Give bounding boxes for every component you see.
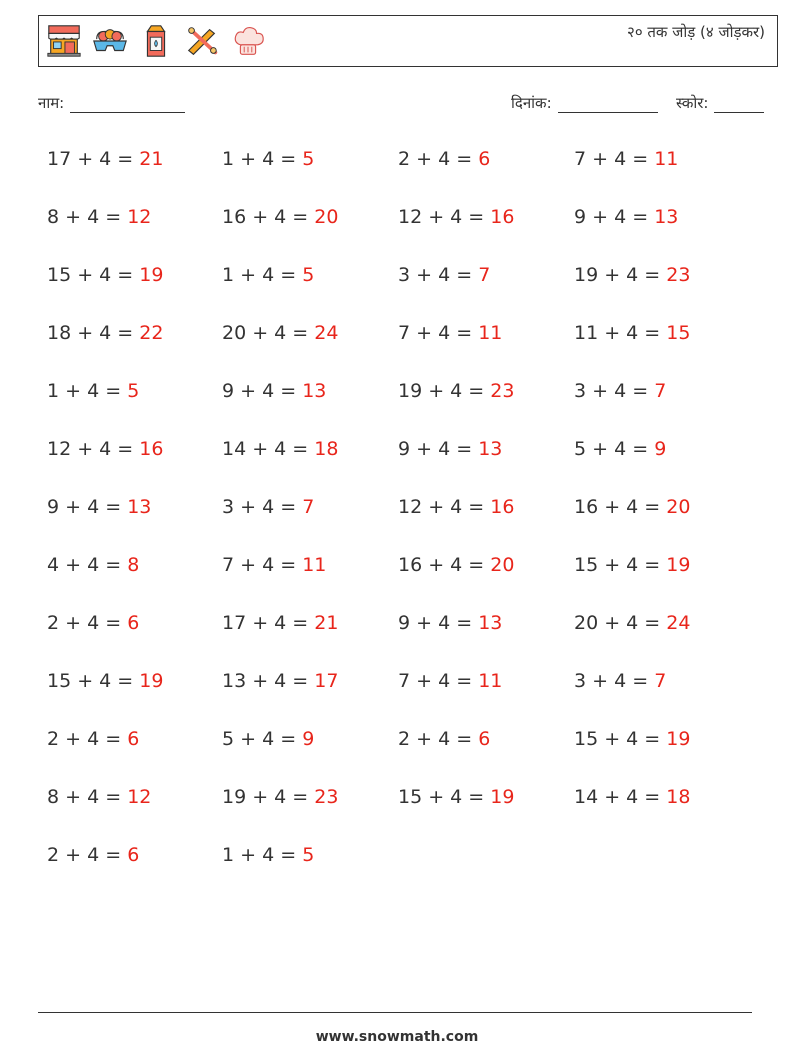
problem-question: 2 + 4 = [398, 728, 479, 750]
problem-answer: 5 [127, 380, 140, 402]
problem-item [398, 786, 514, 808]
problem-question: 1 + 4 = [222, 148, 303, 170]
problem-answer: 7 [654, 380, 667, 402]
problem-question: 12 + 4 = [398, 206, 491, 228]
worksheet-title: २० तक जोड़ (४ जोड़कर) [627, 23, 765, 41]
problem-question: 12 + 4 = [47, 438, 140, 460]
problem-answer: 13 [478, 438, 503, 460]
date-label: दिनांक: [511, 94, 552, 112]
problem-answer: 19 [490, 786, 515, 808]
problem-question: 9 + 4 = [222, 380, 303, 402]
problem-answer: 15 [666, 322, 691, 344]
problem-answer: 12 [127, 786, 152, 808]
problem-item [47, 786, 151, 808]
problem-answer: 23 [490, 380, 515, 402]
problem-question: 19 + 4 = [222, 786, 315, 808]
problem-answer: 19 [666, 728, 691, 750]
problem-answer: 18 [666, 786, 691, 808]
footer-url: www.snowmath.com [315, 1029, 479, 1045]
problem-question: 3 + 4 = [398, 264, 479, 286]
problem-question: 9 + 4 = [574, 206, 655, 228]
problem-answer: 17 [314, 670, 339, 692]
problem-question: 11 + 4 = [574, 322, 667, 344]
problem-item [574, 786, 690, 808]
problem-question: 7 + 4 = [398, 322, 479, 344]
problem-item [398, 612, 502, 634]
problem-question: 3 + 4 = [574, 670, 655, 692]
problem-item [398, 322, 502, 344]
problem-answer: 20 [490, 554, 515, 576]
problem-answer: 19 [139, 670, 164, 692]
problem-item [47, 612, 139, 634]
problem-question: 1 + 4 = [222, 844, 303, 866]
problem-answer: 11 [478, 322, 503, 344]
problem-question: 1 + 4 = [222, 264, 303, 286]
problem-question: 3 + 4 = [222, 496, 303, 518]
problem-answer: 11 [478, 670, 503, 692]
problem-question: 2 + 4 = [398, 148, 479, 170]
problem-answer: 22 [139, 322, 164, 344]
problem-question: 2 + 4 = [47, 612, 128, 634]
problem-item [222, 844, 314, 866]
problem-answer: 11 [654, 148, 679, 170]
problem-answer: 16 [139, 438, 164, 460]
shop-icon [45, 22, 83, 60]
problem-question: 2 + 4 = [47, 728, 128, 750]
problem-answer: 19 [139, 264, 164, 286]
problem-answer: 24 [314, 322, 339, 344]
problem-item [574, 264, 690, 286]
problem-question: 5 + 4 = [222, 728, 303, 750]
problem-item [47, 322, 163, 344]
problem-question: 17 + 4 = [222, 612, 315, 634]
problem-item [574, 322, 690, 344]
problem-question: 12 + 4 = [398, 496, 491, 518]
problem-question: 14 + 4 = [222, 438, 315, 460]
problem-item [574, 612, 690, 634]
problem-answer: 23 [666, 264, 691, 286]
problem-question: 19 + 4 = [398, 380, 491, 402]
problem-item [47, 148, 163, 170]
problem-item [574, 380, 666, 402]
problem-question: 15 + 4 = [47, 264, 140, 286]
problem-item [574, 438, 666, 460]
problem-question: 7 + 4 = [222, 554, 303, 576]
problem-item [47, 438, 163, 460]
problem-answer: 9 [302, 728, 315, 750]
problem-answer: 7 [478, 264, 491, 286]
score-blank[interactable] [714, 98, 764, 113]
problem-question: 9 + 4 = [398, 438, 479, 460]
score-label: स्कोर: [676, 94, 709, 112]
sunglasses-icon [91, 22, 129, 60]
problem-answer: 19 [666, 554, 691, 576]
milk-carton-icon [137, 22, 175, 60]
problem-answer: 6 [478, 728, 491, 750]
problem-answer: 23 [314, 786, 339, 808]
problem-answer: 6 [127, 728, 140, 750]
problem-item [47, 728, 139, 750]
problem-answer: 16 [490, 206, 515, 228]
problem-answer: 8 [127, 554, 140, 576]
problem-item [222, 438, 338, 460]
problem-answer: 13 [478, 612, 503, 634]
problem-item [574, 148, 678, 170]
worksheet-header [38, 15, 778, 67]
problem-question: 20 + 4 = [222, 322, 315, 344]
problem-item [222, 380, 326, 402]
problem-answer: 11 [302, 554, 327, 576]
chef-hat-icon [229, 22, 267, 60]
problem-answer: 12 [127, 206, 152, 228]
problem-item [222, 322, 338, 344]
problem-question: 20 + 4 = [574, 612, 667, 634]
problem-answer: 24 [666, 612, 691, 634]
problem-question: 17 + 4 = [47, 148, 140, 170]
problem-item [398, 554, 514, 576]
problem-answer: 13 [654, 206, 679, 228]
problem-question: 15 + 4 = [574, 728, 667, 750]
problem-item [398, 206, 514, 228]
problem-question: 13 + 4 = [222, 670, 315, 692]
problem-answer: 9 [654, 438, 667, 460]
problem-answer: 13 [302, 380, 327, 402]
problem-item [574, 206, 678, 228]
problem-item [398, 496, 514, 518]
problem-answer: 16 [490, 496, 515, 518]
problem-item [574, 728, 690, 750]
problem-question: 16 + 4 = [398, 554, 491, 576]
problem-item [222, 786, 338, 808]
problem-item [47, 496, 151, 518]
problem-item [398, 264, 490, 286]
problem-item [222, 670, 338, 692]
problem-item [398, 380, 514, 402]
problem-question: 9 + 4 = [398, 612, 479, 634]
problem-question: 8 + 4 = [47, 786, 128, 808]
footer-divider [38, 1012, 752, 1013]
problem-item [574, 496, 690, 518]
problem-question: 16 + 4 = [222, 206, 315, 228]
problem-answer: 20 [314, 206, 339, 228]
score-field[interactable] [676, 93, 764, 113]
problem-question: 8 + 4 = [47, 206, 128, 228]
problem-item [222, 264, 314, 286]
problem-item [398, 148, 490, 170]
problem-answer: 7 [654, 670, 667, 692]
problem-question: 19 + 4 = [574, 264, 667, 286]
problem-answer: 7 [302, 496, 315, 518]
problem-answer: 6 [478, 148, 491, 170]
problem-question: 1 + 4 = [47, 380, 128, 402]
header-icons [45, 22, 267, 60]
problem-item [47, 380, 139, 402]
problem-question: 7 + 4 = [398, 670, 479, 692]
problem-question: 16 + 4 = [574, 496, 667, 518]
problem-answer: 5 [302, 264, 315, 286]
problem-item [398, 438, 502, 460]
problem-item [222, 728, 314, 750]
problem-item [47, 670, 163, 692]
problem-question: 15 + 4 = [574, 554, 667, 576]
problem-answer: 6 [127, 612, 140, 634]
problem-item [222, 612, 338, 634]
problem-item [47, 554, 139, 576]
problem-item [574, 670, 666, 692]
name-label: नाम: [38, 94, 65, 112]
problem-question: 4 + 4 = [47, 554, 128, 576]
problem-answer: 20 [666, 496, 691, 518]
problem-question: 14 + 4 = [574, 786, 667, 808]
problem-answer: 21 [139, 148, 164, 170]
problem-answer: 6 [127, 844, 140, 866]
problem-question: 9 + 4 = [47, 496, 128, 518]
problem-question: 15 + 4 = [398, 786, 491, 808]
date-field[interactable] [511, 93, 658, 113]
crossed-tools-icon [183, 22, 221, 60]
problem-item [222, 496, 314, 518]
problem-answer: 5 [302, 844, 315, 866]
name-blank[interactable] [70, 98, 185, 113]
problem-question: 3 + 4 = [574, 380, 655, 402]
problem-item [47, 264, 163, 286]
problem-question: 5 + 4 = [574, 438, 655, 460]
problem-item [47, 844, 139, 866]
problem-item [574, 554, 690, 576]
problem-item [398, 670, 502, 692]
problem-answer: 5 [302, 148, 315, 170]
problem-question: 15 + 4 = [47, 670, 140, 692]
problem-question: 7 + 4 = [574, 148, 655, 170]
problem-answer: 21 [314, 612, 339, 634]
problem-question: 18 + 4 = [47, 322, 140, 344]
problem-item [222, 148, 314, 170]
problem-question: 2 + 4 = [47, 844, 128, 866]
problem-item [47, 206, 151, 228]
problem-answer: 18 [314, 438, 339, 460]
problem-item [398, 728, 490, 750]
problem-answer: 13 [127, 496, 152, 518]
problem-item [222, 206, 338, 228]
name-field[interactable] [38, 93, 185, 113]
date-blank[interactable] [558, 98, 658, 113]
problem-item [222, 554, 326, 576]
